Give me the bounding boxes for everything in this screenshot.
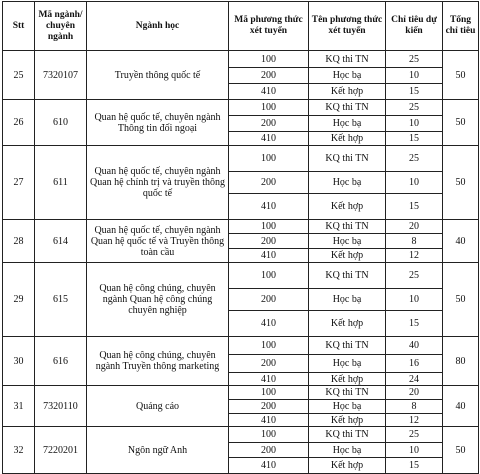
- cell-quota: 15: [386, 84, 443, 100]
- cell-quota: 12: [386, 249, 443, 263]
- header-row: [3, 2, 479, 51]
- cell-total: 50: [443, 51, 479, 100]
- cell-ma-nganh: 7320107: [35, 51, 87, 100]
- cell-method-code: 200: [229, 400, 309, 414]
- cell-nganh-hoc: Quan hệ quốc tế, chuyên ngành Thông tin đối ngoại: [87, 100, 229, 146]
- cell-method-code: 410: [229, 249, 309, 263]
- cell-quota: 8: [386, 234, 443, 249]
- cell-quota: 25: [386, 146, 443, 172]
- cell-quota: 40: [386, 337, 443, 355]
- cell-method-code: 100: [229, 220, 309, 234]
- cell-method-code: 200: [229, 355, 309, 373]
- cell-stt: 27: [3, 146, 35, 220]
- cell-total: 50: [443, 427, 479, 474]
- cell-method-name: Học bạ: [309, 443, 386, 458]
- cell-method-name: Kết hợp: [309, 194, 386, 220]
- cell-method-code: 200: [229, 172, 309, 194]
- cell-method-name: Kết hợp: [309, 249, 386, 263]
- table-row: [3, 146, 479, 172]
- cell-ma-nganh: 616: [35, 337, 87, 386]
- cell-method-code: 100: [229, 146, 309, 172]
- header-tong-chi-tieu: Tổng chỉ tiêu: [443, 2, 479, 51]
- cell-nganh-hoc: Quan hệ quốc tế, chuyên ngành Quan hệ chính trị và truyền thông quốc tế: [87, 146, 229, 220]
- cell-ma-nganh: 614: [35, 220, 87, 263]
- cell-quota: 10: [386, 116, 443, 132]
- cell-method-name: KQ thi TN: [309, 100, 386, 116]
- cell-method-code: 410: [229, 414, 309, 427]
- cell-nganh-hoc: Quan hệ công chúng, chuyên ngành Quan hệ công chúng chuyên nghiệp: [87, 263, 229, 337]
- cell-method-name: Học bạ: [309, 234, 386, 249]
- cell-method-code: 410: [229, 311, 309, 337]
- cell-method-name: Học bạ: [309, 400, 386, 414]
- cell-quota: 15: [386, 194, 443, 220]
- cell-total: 40: [443, 220, 479, 263]
- cell-method-name: KQ thi TN: [309, 146, 386, 172]
- cell-method-name: KQ thi TN: [309, 386, 386, 400]
- cell-stt: 28: [3, 220, 35, 263]
- cell-ma-nganh: 7320110: [35, 386, 87, 427]
- header-chi-tieu-du-kien: Chỉ tiêu dự kiến: [386, 2, 443, 51]
- table-row: [3, 427, 479, 443]
- cell-method-name: Kết hợp: [309, 373, 386, 386]
- cell-method-name: Học bạ: [309, 116, 386, 132]
- table-row: [3, 386, 479, 400]
- header-ma-nganh: Mã ngành/ chuyên ngành: [35, 2, 87, 51]
- cell-method-code: 100: [229, 386, 309, 400]
- cell-method-code: 410: [229, 458, 309, 474]
- cell-method-name: Học bạ: [309, 289, 386, 311]
- cell-method-name: Kết hợp: [309, 458, 386, 474]
- cell-nganh-hoc: Ngôn ngữ Anh: [87, 427, 229, 474]
- cell-method-code: 200: [229, 289, 309, 311]
- header-stt: Stt: [3, 2, 35, 51]
- cell-stt: 26: [3, 100, 35, 146]
- cell-total: 50: [443, 146, 479, 220]
- cell-method-name: Kết hợp: [309, 132, 386, 146]
- cell-total: 50: [443, 263, 479, 337]
- admission-quota-table: [2, 1, 479, 474]
- table-row: [3, 263, 479, 289]
- cell-quota: 16: [386, 355, 443, 373]
- cell-stt: 25: [3, 51, 35, 100]
- cell-method-code: 410: [229, 132, 309, 146]
- cell-method-code: 100: [229, 100, 309, 116]
- cell-nganh-hoc: Quan hệ quốc tế, chuyên ngành Quan hệ quốc tế và Truyền thông toàn cầu: [87, 220, 229, 263]
- cell-ma-nganh: 610: [35, 100, 87, 146]
- cell-method-code: 200: [229, 443, 309, 458]
- cell-quota: 10: [386, 443, 443, 458]
- cell-quota: 25: [386, 51, 443, 68]
- cell-method-name: KQ thi TN: [309, 51, 386, 68]
- cell-total: 80: [443, 337, 479, 386]
- cell-method-code: 100: [229, 337, 309, 355]
- cell-stt: 30: [3, 337, 35, 386]
- cell-stt: 32: [3, 427, 35, 474]
- cell-method-code: 200: [229, 116, 309, 132]
- cell-quota: 15: [386, 132, 443, 146]
- header-ten-phuong-thuc: Tên phương thức xét tuyển: [309, 2, 386, 51]
- cell-method-name: KQ thi TN: [309, 220, 386, 234]
- cell-method-name: KQ thi TN: [309, 337, 386, 355]
- cell-method-code: 410: [229, 84, 309, 100]
- cell-stt: 29: [3, 263, 35, 337]
- table-row: [3, 337, 479, 355]
- cell-method-name: KQ thi TN: [309, 427, 386, 443]
- cell-nganh-hoc: Quảng cáo: [87, 386, 229, 427]
- cell-quota: 15: [386, 458, 443, 474]
- cell-total: 40: [443, 386, 479, 427]
- cell-method-code: 100: [229, 427, 309, 443]
- cell-method-name: Học bạ: [309, 172, 386, 194]
- cell-stt: 31: [3, 386, 35, 427]
- table-row: [3, 220, 479, 234]
- cell-method-code: 200: [229, 234, 309, 249]
- cell-quota: 12: [386, 414, 443, 427]
- cell-method-code: 100: [229, 51, 309, 68]
- cell-method-name: Kết hợp: [309, 311, 386, 337]
- cell-quota: 10: [386, 172, 443, 194]
- header-ma-phuong-thuc: Mã phương thức xét tuyển: [229, 2, 309, 51]
- cell-total: 50: [443, 100, 479, 146]
- table-row: [3, 51, 479, 68]
- cell-method-name: KQ thi TN: [309, 263, 386, 289]
- cell-method-name: Học bạ: [309, 355, 386, 373]
- cell-ma-nganh: 615: [35, 263, 87, 337]
- table-row: [3, 100, 479, 116]
- cell-method-name: Kết hợp: [309, 84, 386, 100]
- cell-method-code: 410: [229, 194, 309, 220]
- header-nganh-hoc: Ngành học: [87, 2, 229, 51]
- cell-quota: 25: [386, 427, 443, 443]
- cell-method-code: 200: [229, 68, 309, 84]
- cell-quota: 25: [386, 263, 443, 289]
- cell-quota: 20: [386, 220, 443, 234]
- cell-quota: 8: [386, 400, 443, 414]
- cell-method-code: 100: [229, 263, 309, 289]
- cell-quota: 15: [386, 311, 443, 337]
- cell-quota: 25: [386, 100, 443, 116]
- cell-ma-nganh: 611: [35, 146, 87, 220]
- cell-ma-nganh: 7220201: [35, 427, 87, 474]
- cell-nganh-hoc: Truyền thông quốc tế: [87, 51, 229, 100]
- cell-method-code: 410: [229, 373, 309, 386]
- cell-nganh-hoc: Quan hệ công chúng, chuyên ngành Truyền thông marketing: [87, 337, 229, 386]
- cell-method-name: Học bạ: [309, 68, 386, 84]
- cell-quota: 10: [386, 68, 443, 84]
- cell-quota: 20: [386, 386, 443, 400]
- cell-method-name: Kết hợp: [309, 414, 386, 427]
- cell-quota: 10: [386, 289, 443, 311]
- cell-quota: 24: [386, 373, 443, 386]
